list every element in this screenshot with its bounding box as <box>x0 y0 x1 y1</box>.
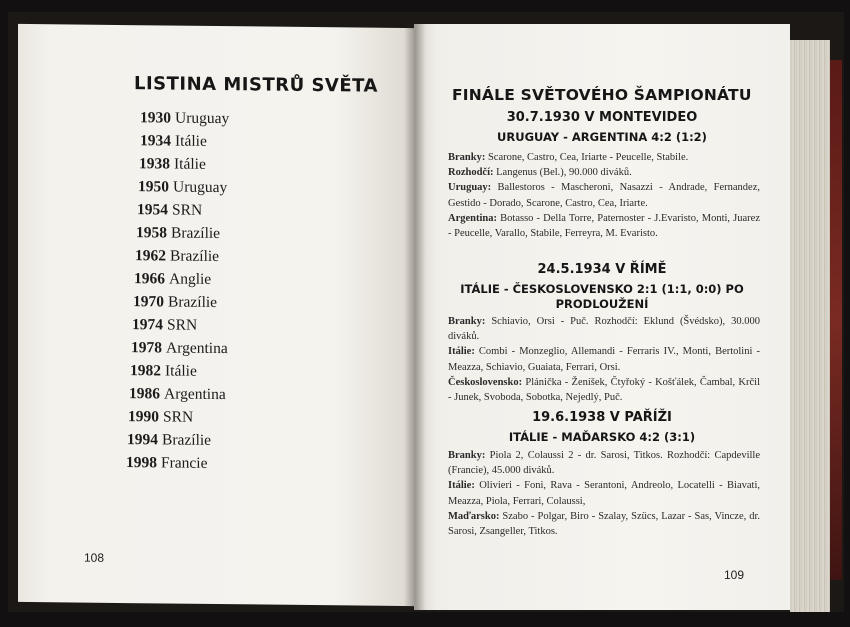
champion-team: Francie <box>161 454 208 472</box>
match-line <box>448 344 760 374</box>
match-line-text: Schiavio, Orsi - Puč. Rozhodčí: Eklund (Švédsko), 30.000 diváků. <box>448 316 760 343</box>
match-line-text: Scarone, Castro, Cea, Iriarte - Peucelle, Stabile. <box>485 152 689 163</box>
champion-row <box>137 201 202 220</box>
match-line-text: Botasso - Della Torre, Paternoster - J.Evaristo, Monti, Juarez - Peucelle, Varallo, Stabile, Ferreyra, M. Evaristo. <box>448 212 760 240</box>
champion-team: Brazílie <box>171 224 221 243</box>
champion-year: 1994 <box>127 431 158 449</box>
match-line <box>448 180 760 210</box>
match-line-label: Argentina: <box>448 212 497 224</box>
champion-year: 1970 <box>133 293 164 311</box>
match-line-label: Československo: <box>448 376 523 388</box>
champion-row <box>139 155 206 174</box>
champion-row <box>138 178 227 197</box>
champion-team: SRN <box>167 316 198 334</box>
match-details <box>448 448 760 539</box>
match-line-text: Szabo - Polgar, Biro - Szalay, Szücs, Lazar - Sas, Vincze, dr. Sarosi, Zsangeller, Titkos. <box>448 510 760 538</box>
match-line <box>448 165 760 180</box>
match-line-text: Combi - Monzeglio, Allemandi - Ferraris IV., Monti, Bertolini - Meazza, Schiavio, Guaiata, Ferrari, Orsi. <box>448 346 760 373</box>
match-line-label: Itálie: <box>448 480 475 492</box>
champion-year: 1934 <box>140 132 171 150</box>
match-line-text: Olivieri - Foni, Rava - Serantoni, Andreolo, Locatelli - Biavati, Meazza, Piola, Ferrari, Colaussi, <box>448 480 760 507</box>
champion-year: 1930 <box>140 109 171 127</box>
match-line-label: Itálie: <box>448 346 475 358</box>
champion-row <box>140 132 207 151</box>
champion-row <box>127 431 211 450</box>
page-edges <box>790 40 830 612</box>
match-line <box>448 314 760 344</box>
champion-row <box>131 339 228 358</box>
match-date-place: 19.6.1938 V PAŘÍŽI <box>532 410 672 425</box>
champion-team: Uruguay <box>173 178 228 197</box>
champion-team: SRN <box>172 201 203 219</box>
right-page <box>414 24 790 610</box>
match-line-label: Rozhodčí: <box>448 167 494 179</box>
champion-team: Uruguay <box>175 109 230 128</box>
match-line-label: Uruguay: <box>448 182 492 194</box>
champion-year: 1958 <box>136 224 167 242</box>
champion-team: Itálie <box>175 132 207 150</box>
match-line-text: Ballestoros - Mascheroni, Nasazzi - Andrade, Fernandez, Gestido - Dorado, Scarone, Castro, Cea, Iriarte. <box>448 182 760 209</box>
match-line-label: Branky: <box>448 152 486 163</box>
left-page-title: LISTINA MISTRŮ SVĚTA <box>134 73 378 97</box>
champion-team: SRN <box>163 408 194 426</box>
match-line-label: Branky: <box>448 450 486 461</box>
champion-year: 1966 <box>134 270 165 288</box>
champion-year: 1982 <box>130 362 161 380</box>
match-date-place: 24.5.1934 V ŘÍMĚ <box>537 262 667 277</box>
champion-row <box>128 408 193 427</box>
champion-row <box>129 385 226 404</box>
champion-year: 1998 <box>126 454 157 472</box>
champion-row <box>136 224 220 243</box>
champion-year: 1990 <box>128 408 159 426</box>
match-result: ITÁLIE - ČESKOSLOVENSKO 2:1 (1:1, 0:0) PO PRODLOUŽENÍ <box>460 282 744 311</box>
match-line <box>448 448 760 478</box>
book-cover-edge <box>828 60 842 580</box>
champion-row <box>135 247 219 266</box>
champion-team: Itálie <box>174 155 206 173</box>
champion-row <box>130 362 197 381</box>
champion-year: 1962 <box>135 247 166 265</box>
match-line-text: Langenus (Bel.), 90.000 diváků. <box>493 167 632 179</box>
champion-row <box>132 316 197 335</box>
champion-row <box>134 270 211 289</box>
right-page-title: FINÁLE SVĚTOVÉHO ŠAMPIONÁTU <box>452 86 752 104</box>
match-details <box>448 150 760 241</box>
champion-team: Brazílie <box>170 247 220 266</box>
champion-team: Brazílie <box>168 293 218 312</box>
match-line <box>448 211 760 241</box>
champion-team: Itálie <box>165 362 197 380</box>
match-line <box>448 509 760 539</box>
champion-year: 1974 <box>132 316 163 334</box>
match-result: ITÁLIE - MAĎARSKO 4:2 (3:1) <box>508 430 696 444</box>
match-line-label: Branky: <box>448 316 486 327</box>
champion-year: 1954 <box>137 201 168 219</box>
match-line-text: Plánička - Ženíšek, Čtyřoký - Košťálek, Čambal, Krčil - Junek, Svoboda, Sobotka, Nejedlý, Puč. <box>448 376 760 404</box>
match-date-place: 30.7.1930 V MONTEVIDEO <box>506 110 698 125</box>
left-page <box>18 24 414 606</box>
champion-year: 1950 <box>138 178 169 196</box>
book-gutter <box>404 24 426 610</box>
champion-row <box>133 293 217 312</box>
champion-year: 1938 <box>139 155 170 173</box>
champion-team: Argentina <box>166 339 228 358</box>
page-number-left: 108 <box>84 550 105 565</box>
match-line-label: Maďarsko: <box>448 510 500 522</box>
champion-team: Argentina <box>164 385 226 404</box>
champion-year: 1978 <box>131 339 162 357</box>
match-line <box>448 478 760 508</box>
match-result: URUGUAY - ARGENTINA 4:2 (1:2) <box>497 130 707 144</box>
champion-row <box>126 454 207 473</box>
match-line-text: Piola 2, Colaussi 2 - dr. Sarosi, Titkos. Rozhodčí: Capdeville (Francie), 45.000 diváků. <box>448 450 760 477</box>
match-line <box>448 375 760 405</box>
match-line <box>448 150 760 165</box>
match-details <box>448 314 760 405</box>
champion-row <box>140 109 229 128</box>
page-number-right: 109 <box>724 568 745 582</box>
champion-year: 1986 <box>129 385 160 403</box>
champion-team: Brazílie <box>162 431 212 449</box>
champion-team: Anglie <box>169 270 212 288</box>
